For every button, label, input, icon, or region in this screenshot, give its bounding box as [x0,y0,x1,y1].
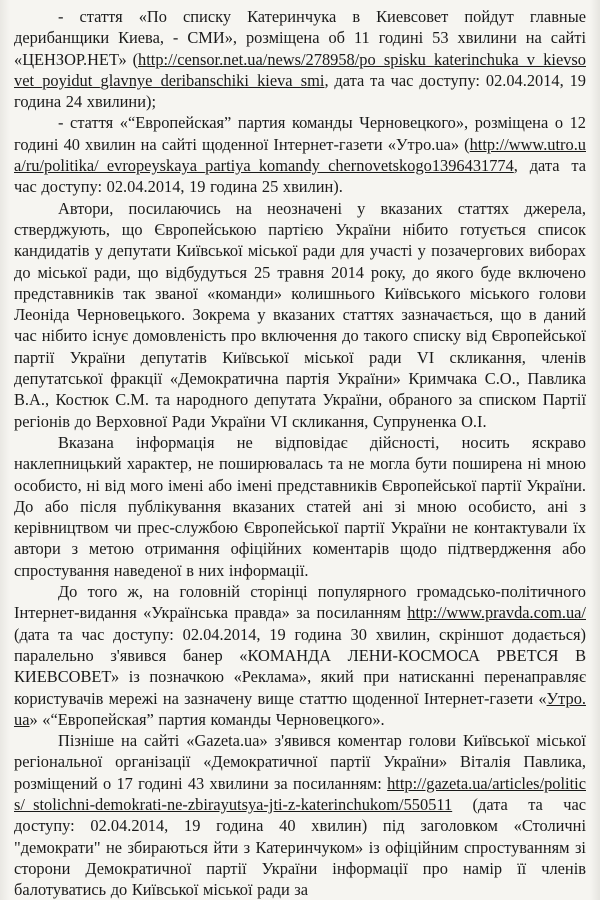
link-censor-article[interactable]: http://censor.net.ua/news/278958/po_spisku_katerinchuka_v_kievsovet_poyidut_glavnye_deribanschiki_kieva_smi [14,49,586,90]
paragraph-pravda-banner [14,581,586,730]
gazeta-text-1: Пізніше на сайті «Gazeta.ua» з'явився коментар голови Київської міської регіональної організації «Демократичної партії України» Віталія Павлика, розміщений о 17 годині 43 хвилини за посиланням: [14,731,586,793]
gazeta-text-2: (дата та час доступу: 02.04.2014, 19 година 40 хвилин) під заголовком «Столичні "демократи" не збираються йти з Катеринчуком» із офіційним спростуванням зі сторони Демократичної партії України інформації про намір її членів балотуватись до Київської міської ради за [14,794,586,900]
link-gazeta-article[interactable]: http://gazeta.ua/articles/politics/_stolichni-demokrati-ne-zbirayutsya-jti-z-katerinchukom/550511 [14,773,586,814]
article-utro-access: , дата та час доступу: 02.04.2014, 19 година 25 хвилин). [14,156,586,197]
article-censor-access: , дата та час доступу: 02.04.2014, 19 година 24 хвилини); [14,70,586,112]
pravda-text-2: (дата та час доступу: 02.04.2014, 19 година 30 хвилин, скріншот додається) паралельно з'явився банер «КОМАНДА ЛЕНИ-КОСМОСА РВЕТСЯ В КИЕВСОВЕТ» із позначкою «Реклама», який при натисканні перенаправляє користувачів мережі на зазначену вище статтю щоденної Інтернет-газети « [14,624,586,708]
link-utro-article[interactable]: http://www.utro.ua/ru/politika/_evropeyskaya_partiya_komandy_chernovetskogo1396431774 [14,134,586,176]
paragraph-article-utro [14,112,586,197]
link-pravda[interactable]: http://www.pravda.com.ua/ [407,603,586,623]
pravda-text-1: До того ж, на головній сторінці популярного громадсько-політичного Інтернет-видання «Українська правда» за посиланням [14,582,586,623]
link-utro-ua[interactable]: Утро.ua [14,688,586,729]
paragraph-authors-claims: Автори, посилаючись на неозначені у вказаних статтях джерела, стверджують, що Європейською партією України нібито готується список кандидатів у депутати Київської міської ради для участі у позачергових виборах до міської ради, що відбудуться 25 травня 2014 року, до якого буде включено представників так званої «команди» колишнього Київського міського голови Леоніда Черновецького. Зокрема у вказаних статтях зазначається, що в даний час нібито існує домовленість про включення до такого списку від Європейської партії України депутатів Київської міської ради VI скликання, членів депутатської фракції «Демократична партія України» Кримчака С.О., Павлика В.А., Костюк С.М. та народного депутата України, обраного за списком Партії регіонів до Верховної Ради України VI скликання, Супруненка О.І. [14,198,586,431]
article-censor-text: - стаття «По списку Катеринчука в Киевсовет пойдут главные дерибанщики Киева, - СМИ», розміщена об 11 годині 53 хвилини на сайті «ЦЕНЗОР.НЕТ» ( [14,7,586,69]
paragraph-refutation: Вказана інформація не відповідає дійсності, носить яскраво наклепницький характер, не поширювалась та не могла бути поширена ні мною особисто, ні від мого імені або імені представників Європейської партії України. До або після публікування вказаних статей ані зі мною особисто, ані з керівництвом чи прес-службою Європейської партії України не контактували їх автори з метою отримання офіційних коментарів щодо підтвердження або спростування наведеної в них інформації. [14,432,586,580]
paragraph-article-censor [14,6,586,112]
article-utro-text: - стаття «“Европейская” партия команды Черновецкого», розміщена о 12 годині 40 хвилин на сайті щоденної Інтернет-газети «Утро.ua» ( [14,113,586,154]
paragraph-gazeta-comment [14,730,586,900]
pravda-text-3: » «“Европейская” партия команды Черновецкого». [29,709,385,729]
